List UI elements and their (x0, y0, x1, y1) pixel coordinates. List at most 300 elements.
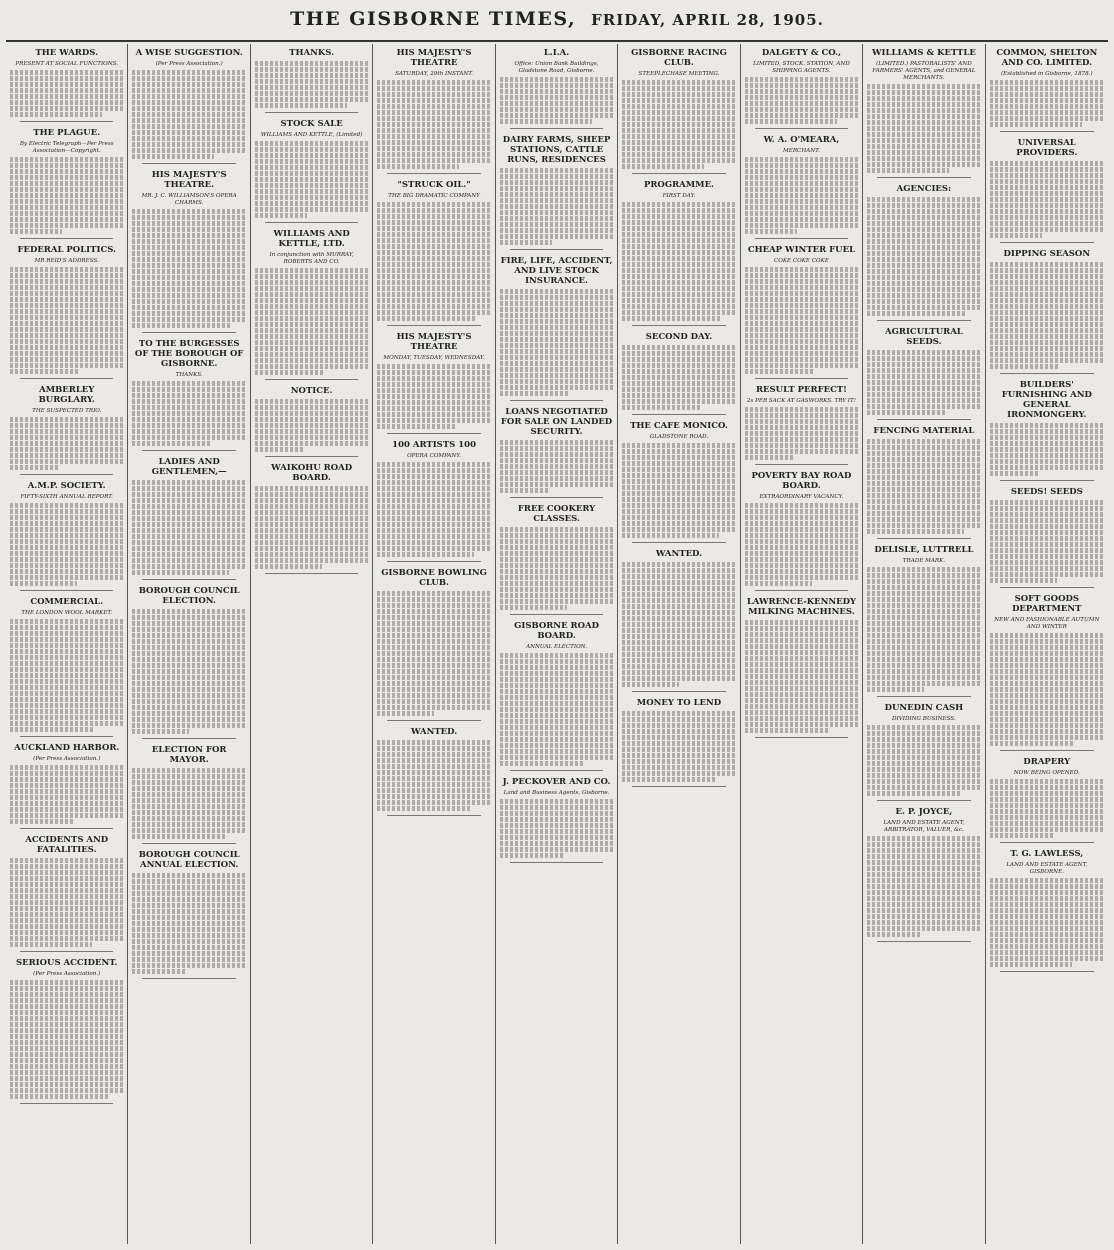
body-text-line (377, 693, 490, 698)
body-text-line (500, 204, 613, 209)
body-text-line (255, 322, 368, 327)
article (990, 249, 1104, 374)
body-text-line (867, 293, 980, 298)
article-divider (510, 614, 603, 615)
body-text-line (500, 319, 613, 324)
body-text-line (132, 627, 245, 632)
body-text-line (377, 214, 490, 219)
body-text-line (132, 798, 245, 803)
body-text-line (745, 273, 858, 278)
article-subhead: (Per Press Association.) (33, 971, 101, 977)
body-text-line (990, 956, 1104, 961)
body-text-line (990, 352, 1104, 357)
body-text-line (867, 878, 980, 883)
body-text-line (622, 238, 735, 243)
body-text-line (745, 650, 858, 655)
body-text-line (745, 157, 858, 162)
body-text-line (132, 393, 245, 398)
body-text-line (10, 545, 123, 550)
body-text-line (10, 229, 62, 234)
article (132, 850, 245, 979)
body-text-line (10, 679, 123, 684)
body-text-line (10, 453, 123, 458)
body-text-line (132, 528, 245, 533)
body-text-line (500, 533, 613, 538)
article-divider (755, 378, 848, 379)
body-text-line (500, 551, 613, 556)
body-text-line (745, 285, 858, 290)
body-text-line (255, 183, 368, 188)
article-headline: BOROUGH COUNCIL ANNUAL ELECTION. (138, 850, 240, 870)
body-text-line (132, 130, 245, 135)
article-headline: THE WARDS. (35, 48, 99, 58)
body-text-line (500, 683, 613, 688)
body-text-line (132, 945, 245, 950)
body-text-line (867, 132, 980, 137)
body-text-line (990, 227, 1104, 232)
body-text-line (867, 573, 980, 578)
article (867, 545, 980, 697)
body-text-line (990, 161, 1104, 166)
body-text-line (132, 564, 245, 569)
body-text-line (377, 746, 490, 751)
body-text-line (377, 418, 490, 423)
article (377, 568, 490, 721)
body-text-line (745, 107, 858, 112)
article-headline: AMBERLEY BURGLARY. (38, 385, 95, 405)
body-text-line (990, 827, 1104, 832)
body-text-line (745, 674, 858, 679)
body-text-line (745, 211, 858, 216)
body-text-line (745, 551, 858, 556)
body-text-line (10, 533, 123, 538)
body-text-line (377, 764, 490, 769)
article-divider (142, 978, 235, 979)
body-text-line (867, 597, 980, 602)
body-text-line (622, 232, 735, 237)
body-text-line (500, 216, 613, 221)
body-text-line (10, 1052, 123, 1057)
article-divider (387, 720, 480, 721)
article (255, 48, 368, 113)
body-text-line (377, 474, 490, 479)
body-text-line (622, 473, 735, 478)
body-text-line (867, 398, 980, 403)
body-text-line (10, 992, 123, 997)
body-text-line (377, 98, 490, 103)
body-text-line (500, 77, 613, 82)
body-text-line (10, 575, 123, 580)
body-text-line (377, 788, 490, 793)
body-text-line (990, 693, 1104, 698)
body-text-line (377, 244, 490, 249)
body-text-line (622, 604, 735, 609)
body-text-line (867, 579, 980, 584)
article (132, 745, 245, 844)
body-text-line (10, 351, 123, 356)
article-headline: PROGRAMME. (643, 180, 715, 190)
article (745, 597, 858, 738)
body-text-line (500, 240, 552, 245)
body-text-line (622, 274, 735, 279)
body-text-line (745, 357, 858, 362)
body-text-line (132, 768, 245, 773)
body-text-line (500, 440, 613, 445)
body-text-line (990, 633, 1104, 638)
body-text-line (500, 107, 613, 112)
body-text-line (377, 286, 490, 291)
article-divider (510, 862, 603, 863)
article-subhead: MR. J. C. WILLIAMSON'S OPERA CHARMS. (141, 193, 237, 206)
body-text-line (132, 804, 245, 809)
body-text-line (10, 1046, 123, 1051)
article-headline: SERIOUS ACCIDENT. (15, 958, 118, 968)
body-text-line (867, 215, 980, 220)
article-subhead: FIFTY-SIXTH ANNUAL REPORT. (20, 494, 113, 500)
body-text-line (132, 639, 245, 644)
body-text-line (10, 1088, 123, 1093)
body-text-line (132, 227, 245, 232)
body-text-line (622, 491, 735, 496)
body-text-line (867, 126, 980, 131)
article-headline: UNIVERSAL PROVIDERS. (1016, 138, 1078, 158)
body-text-line (500, 677, 613, 682)
body-text-line (132, 693, 245, 698)
body-text-line (10, 557, 123, 562)
body-text-line (990, 687, 1104, 692)
article (745, 245, 858, 379)
article-divider (1000, 842, 1094, 843)
body-text-line (745, 291, 858, 296)
body-text-line (377, 615, 490, 620)
body-text-line (745, 101, 858, 106)
body-text-line (867, 404, 980, 409)
body-text-line (745, 503, 858, 508)
body-text-line (255, 201, 368, 206)
body-text-line (990, 902, 1104, 907)
body-text-line (10, 94, 123, 99)
article (990, 138, 1104, 243)
body-text-line (500, 446, 613, 451)
body-text-line (867, 487, 980, 492)
body-text-line (990, 346, 1104, 351)
body-text-line (10, 801, 123, 806)
article (500, 407, 613, 498)
body-text-line (500, 168, 613, 173)
body-text-line (132, 711, 245, 716)
body-text-line (867, 785, 980, 790)
body-text-line (745, 363, 858, 368)
body-text-line (10, 1040, 123, 1045)
body-text-line (132, 705, 245, 710)
body-text-line (10, 509, 123, 514)
article (500, 777, 613, 863)
body-text-line (500, 385, 613, 390)
body-text-line (377, 462, 490, 467)
body-text-line (377, 657, 490, 662)
body-text-line (132, 951, 245, 956)
body-text-line (867, 633, 980, 638)
body-text-line (377, 528, 490, 533)
article-headline: AGENCIES: (896, 184, 952, 194)
body-text-line (867, 511, 980, 516)
body-text-line (867, 591, 980, 596)
body-text-line (132, 933, 245, 938)
body-text-line (10, 551, 123, 556)
body-text-line (132, 822, 245, 827)
article-subhead: (Per Press Association.) (155, 61, 223, 67)
body-text-line (132, 88, 245, 93)
body-text-line (10, 1016, 123, 1021)
body-text-line (132, 124, 245, 129)
body-text-line (377, 540, 490, 545)
article-subhead: (LIMITED.) PASTORALISTS' AND FARMERS' AGENTS, and GENERAL MERCHANTS. (872, 61, 976, 81)
body-text-line (867, 168, 949, 173)
body-text-line (990, 179, 1104, 184)
body-text-line (255, 558, 368, 563)
body-text-line (867, 920, 980, 925)
body-text-line (990, 304, 1104, 309)
body-text-line (867, 567, 980, 572)
body-text-line (10, 703, 123, 708)
body-text-line (132, 681, 245, 686)
body-text-line (132, 239, 245, 244)
body-text-line (10, 369, 79, 374)
body-text-line (377, 800, 490, 805)
body-text-line (867, 269, 980, 274)
body-text-line (255, 213, 307, 218)
body-text-line (622, 592, 735, 597)
body-text-line (10, 459, 123, 464)
body-text-line (990, 197, 1104, 202)
body-text-line (10, 807, 123, 812)
article-headline: WILLIAMS AND KETTLE, LTD. (273, 229, 350, 249)
article-headline: WANTED. (655, 549, 703, 559)
body-text-line (132, 299, 245, 304)
article-subhead: PRESENT AT SOCIAL FUNCTIONS. (15, 61, 119, 67)
article-headline: GISBORNE RACING CLUB. (631, 48, 727, 68)
body-text-line (990, 340, 1104, 345)
body-text-line (622, 98, 735, 103)
body-text-line (10, 1034, 123, 1039)
article-divider (877, 941, 970, 942)
article (377, 180, 490, 326)
article (255, 386, 368, 457)
body-text-line (745, 175, 858, 180)
body-text-line (10, 521, 123, 526)
body-text-line (867, 481, 980, 486)
body-text-line (500, 458, 613, 463)
body-text-line (132, 633, 245, 638)
article-divider (877, 538, 970, 539)
body-text-line (255, 79, 368, 84)
body-text-line (377, 364, 490, 369)
article-divider (20, 736, 113, 737)
article-subhead: (Per Press Association.) (33, 756, 101, 762)
body-text-line (745, 419, 858, 424)
body-text-line (10, 1076, 123, 1081)
body-text-line (500, 192, 613, 197)
body-text-line (867, 96, 980, 101)
body-text-line (10, 655, 123, 660)
body-text-line (255, 67, 368, 72)
article-divider (20, 951, 113, 952)
body-text-line (745, 662, 858, 667)
body-text-line (622, 110, 735, 115)
body-text-line (132, 675, 245, 680)
body-text-line (377, 591, 490, 596)
body-text-line (990, 639, 1104, 644)
body-text-line (132, 558, 245, 563)
body-text-line (500, 725, 613, 730)
body-text-line (745, 716, 858, 721)
body-text-line (990, 215, 1104, 220)
body-text-line (622, 729, 735, 734)
article-divider (510, 400, 603, 401)
article-headline: WILLIAMS & KETTLE (871, 48, 976, 58)
body-text-line (622, 128, 735, 133)
body-text-line (867, 687, 924, 692)
body-text-line (622, 658, 735, 663)
article-subhead: MR REID'S ADDRESS. (34, 258, 99, 264)
body-text-line (622, 345, 735, 350)
body-text-line (377, 110, 490, 115)
body-text-line (132, 516, 245, 521)
body-text-line (255, 171, 368, 176)
body-text-line (745, 509, 858, 514)
body-text-line (500, 355, 613, 360)
body-text-line (990, 471, 1040, 476)
body-text-line (255, 141, 368, 146)
article-headline: FIRE, LIFE, ACCIDENT, AND LIVE STOCK INSURANCE. (500, 256, 613, 286)
body-text-line (745, 169, 858, 174)
body-text-line (867, 102, 980, 107)
body-text-line (745, 315, 858, 320)
body-text-line (377, 250, 490, 255)
body-text-line (377, 806, 471, 811)
article-headline: SECOND DAY. (645, 332, 713, 342)
body-text-line (867, 890, 980, 895)
article-divider (1000, 131, 1094, 132)
article-headline: STOCK SALE (280, 119, 343, 129)
body-text-line (867, 505, 980, 510)
body-text-line (132, 780, 245, 785)
body-text-line (990, 675, 1104, 680)
body-text-line (867, 731, 980, 736)
body-text-line (745, 369, 814, 374)
body-text-line (377, 603, 490, 608)
body-text-line (500, 295, 613, 300)
article (500, 504, 613, 615)
body-text-line (745, 437, 858, 442)
body-text-line (622, 140, 735, 145)
body-text-line (622, 777, 716, 782)
body-text-line (132, 263, 245, 268)
article (255, 229, 368, 380)
body-text-line (867, 445, 980, 450)
body-text-line (10, 527, 123, 532)
body-text-line (377, 699, 490, 704)
column-9 (986, 44, 1108, 1244)
article-divider (1000, 587, 1094, 588)
article-headline: DALGETY & CO., (761, 48, 842, 58)
body-text-line (500, 563, 613, 568)
body-text-line (990, 512, 1104, 517)
article (255, 119, 368, 223)
body-text-line (500, 113, 613, 118)
body-text-line (622, 461, 735, 466)
article (867, 807, 980, 942)
body-text-line (867, 791, 961, 796)
body-text-line (10, 1064, 123, 1069)
article (990, 487, 1104, 588)
article-divider (877, 320, 970, 321)
body-text-line (255, 328, 368, 333)
body-text-line (255, 528, 368, 533)
body-text-line (10, 357, 123, 362)
body-text-line (867, 275, 980, 280)
body-text-line (745, 163, 858, 168)
body-text-line (255, 447, 305, 452)
body-text-line (867, 299, 980, 304)
body-text-line (622, 375, 735, 380)
article-divider (755, 590, 848, 591)
body-text-line (867, 615, 980, 620)
body-text-line (132, 957, 245, 962)
body-text-line (867, 842, 980, 847)
body-text-line (990, 221, 1104, 226)
body-text-line (255, 546, 368, 551)
article (10, 835, 123, 952)
body-text-line (255, 534, 368, 539)
article (990, 757, 1104, 843)
body-text-line (867, 743, 980, 748)
body-text-line (377, 262, 490, 267)
body-text-line (990, 185, 1104, 190)
body-text-line (132, 305, 245, 310)
article-subhead: EXTRAORDINARY VACANCY. (759, 494, 844, 500)
body-text-line (255, 298, 368, 303)
article (990, 380, 1104, 481)
body-text-line (10, 918, 123, 923)
body-text-line (500, 539, 613, 544)
body-text-line (745, 205, 858, 210)
body-text-line (10, 199, 123, 204)
body-text-line (867, 896, 980, 901)
body-text-line (990, 699, 1104, 704)
body-text-line (622, 479, 735, 484)
body-text-line (377, 232, 490, 237)
body-text-line (622, 622, 735, 627)
body-text-line (255, 492, 368, 497)
body-text-line (10, 181, 123, 186)
body-text-line (377, 152, 490, 157)
body-text-line (255, 280, 368, 285)
body-text-line (377, 639, 490, 644)
body-text-line (622, 467, 735, 472)
body-text-line (10, 685, 123, 690)
body-text-line (255, 73, 368, 78)
body-text-line (377, 669, 490, 674)
column-5 (496, 44, 618, 1244)
body-text-line (255, 435, 368, 440)
article-headline: AUCKLAND HARBOR. (14, 743, 120, 753)
body-text-line (622, 711, 735, 716)
body-text-line (867, 884, 980, 889)
body-text-line (500, 569, 613, 574)
body-text-line (500, 289, 613, 294)
body-text-line (377, 122, 490, 127)
